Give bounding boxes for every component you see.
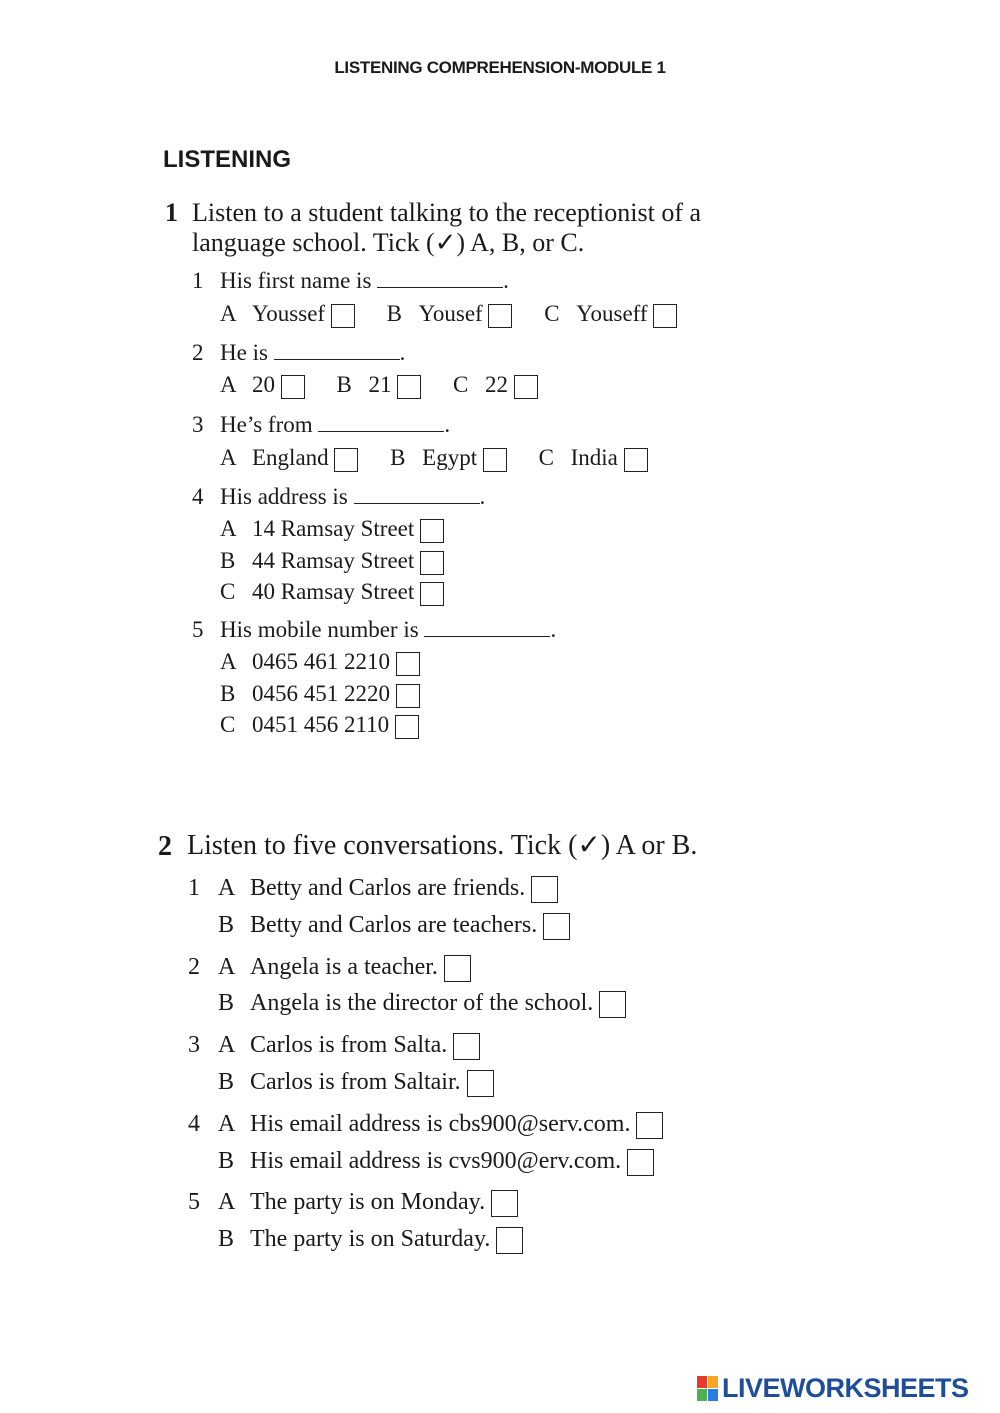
question-stem: His mobile number is: [220, 617, 419, 642]
exercise-number: 1: [165, 198, 178, 227]
question-stem: His first name is: [220, 268, 372, 293]
option: [220, 301, 355, 328]
exercise-1-instruction: [192, 198, 701, 258]
exercise-1-header: [165, 198, 178, 228]
option-text: Betty and Carlos are teachers.: [250, 912, 538, 938]
question-number: 2: [188, 954, 200, 980]
tick-box[interactable]: [624, 448, 648, 472]
option-letter: B: [218, 912, 235, 938]
option-letter: A: [220, 445, 237, 470]
question-number: 1: [188, 875, 200, 901]
punctuation: .: [550, 617, 557, 642]
tick-box[interactable]: [514, 375, 538, 399]
question-stem: His address is: [220, 484, 348, 509]
tick-box[interactable]: [444, 955, 471, 982]
option-text: Carlos is from Salta.: [250, 1032, 448, 1058]
option-letter: B: [218, 1069, 235, 1095]
option: [539, 445, 648, 472]
option-letter: C: [538, 445, 554, 470]
section-heading: LISTENING: [163, 146, 292, 173]
tick-box[interactable]: [627, 1149, 654, 1176]
question-number: 4: [192, 484, 204, 509]
tick-box[interactable]: [395, 715, 419, 739]
option: [337, 372, 422, 399]
option-text: Betty and Carlos are friends.: [250, 875, 526, 901]
tick-box[interactable]: [496, 1227, 523, 1254]
tick-box[interactable]: [467, 1070, 494, 1097]
question-5-stem: [192, 617, 556, 643]
e2-question-1-a: [188, 875, 558, 903]
e2-question-3-a: [188, 1032, 480, 1060]
question-number: 2: [192, 340, 204, 365]
question-5-option-c: [220, 712, 419, 739]
option-text: India: [570, 445, 618, 470]
option: [453, 372, 538, 399]
answer-blank: [318, 413, 444, 432]
tick-box[interactable]: [334, 448, 358, 472]
liveworksheets-icon: [697, 1376, 719, 1402]
option-text: England: [252, 445, 329, 470]
option-text: 20: [252, 372, 275, 397]
question-number: 3: [192, 412, 204, 437]
option-letter: B: [218, 990, 235, 1016]
question-1-stem: [192, 268, 509, 294]
question-4-option-c: [220, 579, 444, 606]
instruction-line: language school. Tick (✓) A, B, or C.: [192, 228, 585, 257]
e2-question-2-b: [218, 990, 626, 1018]
option-text: 0456 451 2220: [252, 681, 390, 706]
option-letter: C: [544, 301, 560, 326]
answer-blank: [274, 341, 400, 360]
tick-box[interactable]: [653, 304, 677, 328]
question-1-options: [220, 301, 677, 328]
tick-box[interactable]: [397, 375, 421, 399]
question-3-stem: [192, 412, 450, 438]
option-letter: A: [220, 372, 237, 397]
e2-question-4-b: [218, 1148, 654, 1176]
tick-box[interactable]: [396, 652, 420, 676]
e2-question-4-a: [188, 1111, 663, 1139]
question-number: 1: [192, 268, 204, 293]
option: [387, 301, 513, 328]
logo-text: LIVEWORKSHEETS: [722, 1373, 969, 1403]
option-text: Angela is the director of the school.: [250, 990, 594, 1016]
option-text: The party is on Monday.: [250, 1189, 486, 1215]
option-text: His email address is cvs900@erv.com.: [250, 1148, 622, 1174]
tick-box[interactable]: [599, 991, 626, 1018]
option-letter: C: [453, 372, 469, 397]
option-text: 21: [368, 372, 392, 397]
option-text: 22: [485, 372, 508, 397]
tick-box[interactable]: [420, 519, 444, 543]
liveworksheets-logo[interactable]: [697, 1373, 969, 1404]
question-4-option-b: [220, 548, 444, 575]
option-text: Yousef: [418, 301, 483, 326]
option-letter: A: [218, 1189, 236, 1215]
option: [390, 445, 507, 472]
option-letter: B: [220, 681, 236, 706]
option-text: Youseff: [576, 301, 648, 326]
answer-blank: [377, 269, 503, 288]
question-2-stem: [192, 340, 405, 366]
tick-box[interactable]: [331, 304, 355, 328]
question-stem: He’s from: [220, 412, 313, 437]
option-letter: A: [218, 875, 236, 901]
option-text: 44 Ramsay Street: [252, 548, 415, 573]
question-number: 5: [188, 1189, 200, 1215]
option-text: Carlos is from Saltair.: [250, 1069, 461, 1095]
option-text: 14 Ramsay Street: [252, 516, 415, 541]
tick-box[interactable]: [281, 375, 305, 399]
option-text: The party is on Saturday.: [250, 1226, 491, 1252]
tick-box[interactable]: [488, 304, 512, 328]
option-letter: B: [218, 1148, 235, 1174]
page-title: LISTENING COMPREHENSION-MODULE 1: [334, 58, 666, 77]
option-letter: A: [220, 516, 237, 541]
question-number: 4: [188, 1111, 200, 1137]
punctuation: .: [479, 484, 486, 509]
tick-box[interactable]: [531, 876, 558, 903]
tick-box[interactable]: [396, 684, 420, 708]
exercise-2-header: [158, 831, 172, 863]
option-letter: C: [220, 579, 236, 604]
answer-blank: [424, 618, 550, 637]
question-2-options: [220, 372, 538, 399]
tick-box[interactable]: [491, 1190, 518, 1217]
tick-box[interactable]: [453, 1033, 480, 1060]
option-text: Angela is a teacher.: [250, 954, 438, 980]
instruction-line: Listen to a student talking to the receptionist of a: [192, 198, 702, 227]
tick-box[interactable]: [420, 582, 444, 606]
option-letter: A: [218, 1032, 236, 1058]
option-letter: A: [218, 1111, 236, 1137]
option-text: 0465 461 2210: [252, 649, 390, 674]
exercise-number: 2: [158, 831, 172, 862]
option-text: 40 Ramsay Street: [252, 579, 415, 604]
tick-box[interactable]: [420, 551, 444, 575]
option-letter: A: [218, 954, 236, 980]
punctuation: .: [399, 340, 406, 365]
question-4-stem: [192, 484, 485, 510]
punctuation: .: [444, 412, 451, 437]
question-4-option-a: [220, 516, 444, 543]
option-letter: B: [336, 372, 352, 397]
option-letter: B: [390, 445, 406, 470]
e2-question-2-a: [188, 954, 471, 982]
tick-box[interactable]: [543, 913, 570, 940]
e2-question-5-b: [218, 1226, 523, 1254]
option: [220, 445, 358, 472]
option-text: His email address is cbs900@serv.com.: [250, 1111, 631, 1137]
e2-question-5-a: [188, 1189, 518, 1217]
option-text: 0451 456 2110: [252, 712, 390, 737]
question-5-option-b: [220, 681, 420, 708]
tick-box[interactable]: [636, 1112, 663, 1139]
option-letter: B: [218, 1226, 235, 1252]
question-5-option-a: [220, 649, 420, 676]
question-3-options: [220, 445, 648, 472]
option-text: Youssef: [252, 301, 326, 326]
question-number: 5: [192, 617, 204, 642]
option-letter: B: [220, 548, 236, 573]
answer-blank: [354, 485, 480, 504]
question-stem: He is: [220, 340, 268, 365]
punctuation: .: [503, 268, 509, 293]
tick-box[interactable]: [483, 448, 507, 472]
option-letter: A: [220, 649, 237, 674]
e2-question-1-b: [218, 912, 570, 940]
option-letter: C: [220, 712, 236, 737]
exercise-2-instruction: Listen to five conversations. Tick (✓) A or B.: [187, 830, 698, 861]
e2-question-3-b: [218, 1069, 494, 1097]
question-number: 3: [188, 1032, 200, 1058]
option-text: Egypt: [422, 445, 478, 470]
option-letter: A: [220, 301, 237, 326]
option-letter: B: [386, 301, 402, 326]
option: [544, 301, 677, 328]
option: [220, 372, 305, 399]
